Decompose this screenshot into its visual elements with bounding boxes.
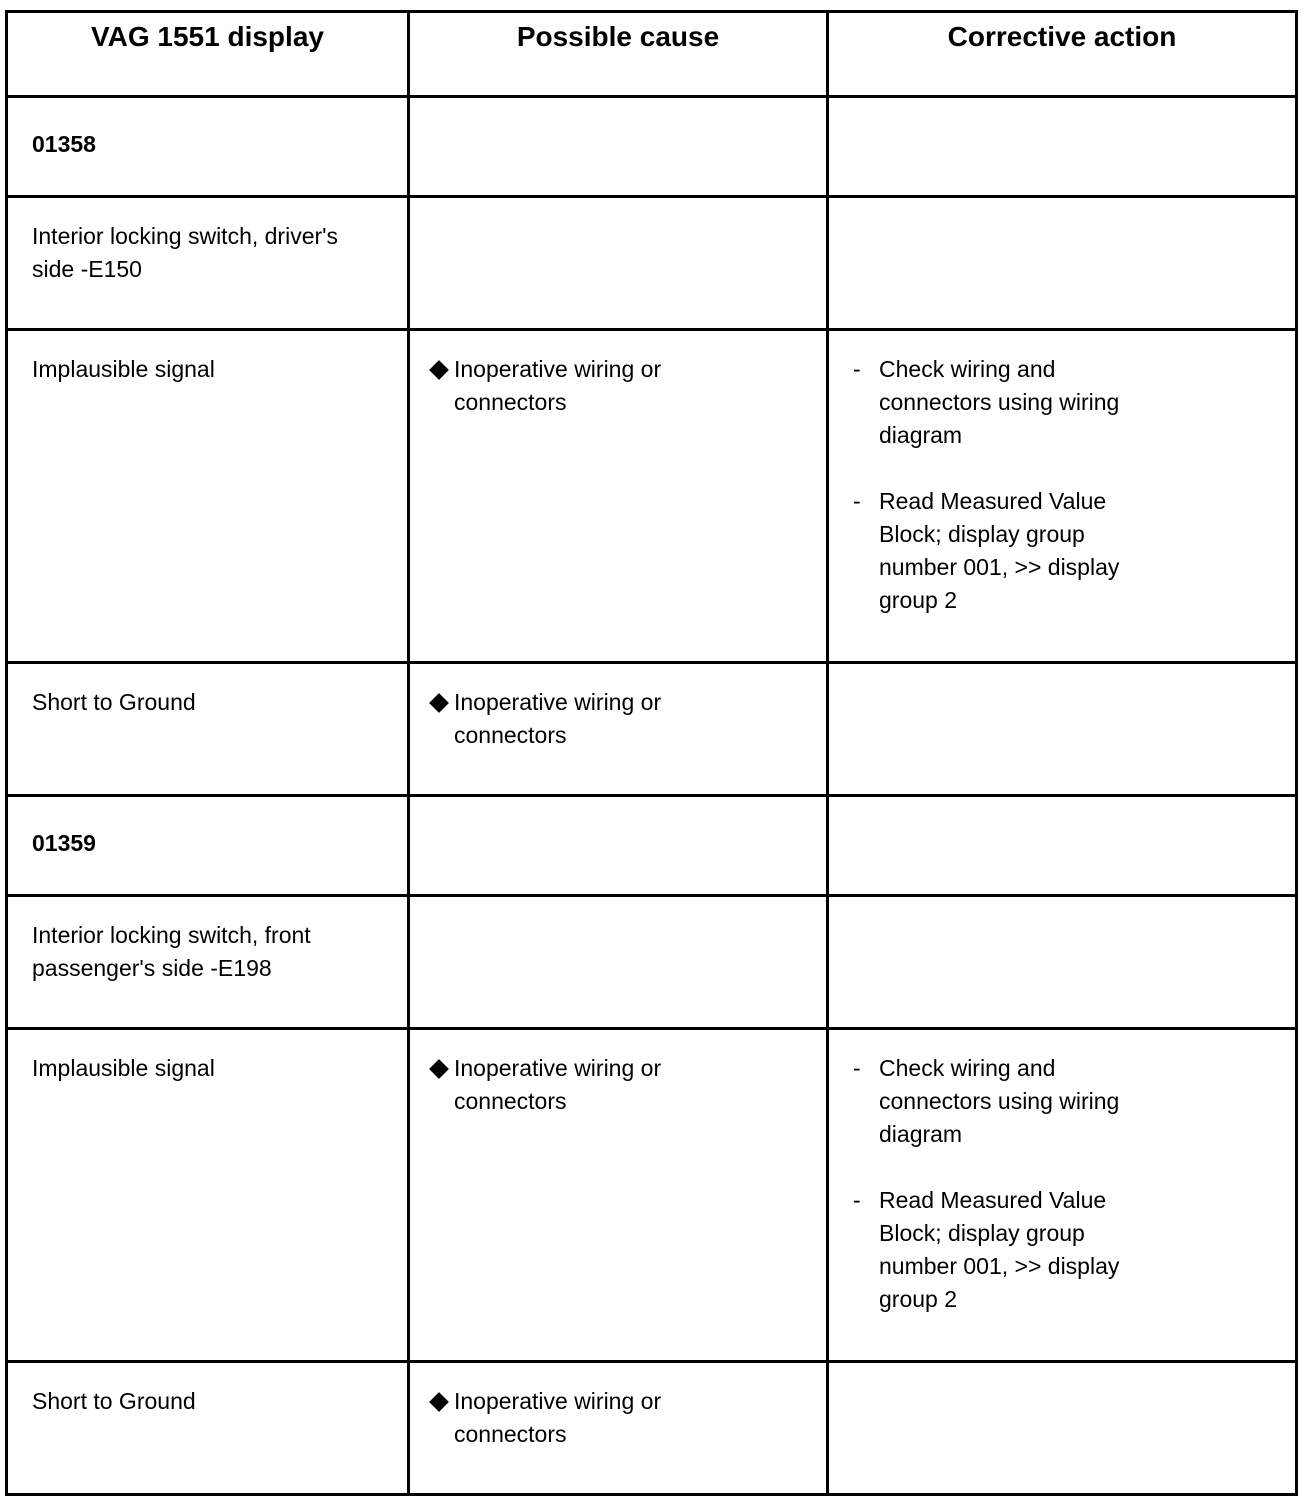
action-item <box>853 353 1295 452</box>
fault-display: Implausible signal <box>7 1029 409 1362</box>
empty-cell <box>409 796 828 896</box>
empty-cell <box>828 896 1297 1029</box>
empty-cell <box>828 197 1297 330</box>
fault-code: 01358 <box>7 97 409 197</box>
cause-item <box>428 1052 826 1118</box>
cause-item <box>428 1385 826 1451</box>
cause-text: Inoperative wiring or connectors <box>454 1055 662 1114</box>
action-text: Check wiring and connectors using wiring diagram <box>879 356 1120 448</box>
cause-text: Inoperative wiring or connectors <box>454 689 662 748</box>
actions-cell <box>828 330 1297 663</box>
diamond-bullet-icon <box>429 360 449 380</box>
action-item <box>853 1052 1295 1151</box>
fault-row <box>7 330 1297 663</box>
actions-cell <box>828 1029 1297 1362</box>
fault-row <box>7 663 1297 796</box>
component-name: Interior locking switch, front passenger's side -E198 <box>7 896 409 1029</box>
fault-table <box>5 10 1298 1496</box>
fault-row <box>7 1362 1297 1495</box>
actions-cell <box>828 1362 1297 1495</box>
fault-display: Implausible signal <box>7 330 409 663</box>
action-item <box>853 1184 1295 1316</box>
action-text: Check wiring and connectors using wiring diagram <box>879 1055 1120 1147</box>
empty-cell <box>409 896 828 1029</box>
empty-cell <box>828 97 1297 197</box>
diamond-bullet-icon <box>429 1392 449 1412</box>
header-row <box>7 12 1297 97</box>
diamond-bullet-icon <box>429 693 449 713</box>
header-corrective-action: Corrective action <box>828 12 1297 97</box>
cause-text: Inoperative wiring or connectors <box>454 356 662 415</box>
component-name: Interior locking switch, driver's side -E150 <box>7 197 409 330</box>
diamond-bullet-icon <box>429 1059 449 1079</box>
actions-cell <box>828 663 1297 796</box>
action-text: Read Measured Value Block; display group number 001, >> display group 2 <box>879 488 1120 613</box>
component-row <box>7 197 1297 330</box>
empty-cell <box>409 197 828 330</box>
code-row <box>7 97 1297 197</box>
fault-code: 01359 <box>7 796 409 896</box>
cause-text: Inoperative wiring or connectors <box>454 1388 662 1447</box>
dash-marker: - <box>853 1187 861 1213</box>
component-row <box>7 896 1297 1029</box>
empty-cell <box>409 97 828 197</box>
fault-display: Short to Ground <box>7 663 409 796</box>
cause-item <box>428 353 826 419</box>
fault-display: Short to Ground <box>7 1362 409 1495</box>
empty-cell <box>828 796 1297 896</box>
action-item <box>853 485 1295 617</box>
cause-item <box>428 686 826 752</box>
header-vag-display: VAG 1551 display <box>7 12 409 97</box>
dash-marker: - <box>853 488 861 514</box>
dash-marker: - <box>853 1055 861 1081</box>
action-text: Read Measured Value Block; display group number 001, >> display group 2 <box>879 1187 1120 1312</box>
code-row <box>7 796 1297 896</box>
fault-row <box>7 1029 1297 1362</box>
header-possible-cause: Possible cause <box>409 12 828 97</box>
dash-marker: - <box>853 356 861 382</box>
